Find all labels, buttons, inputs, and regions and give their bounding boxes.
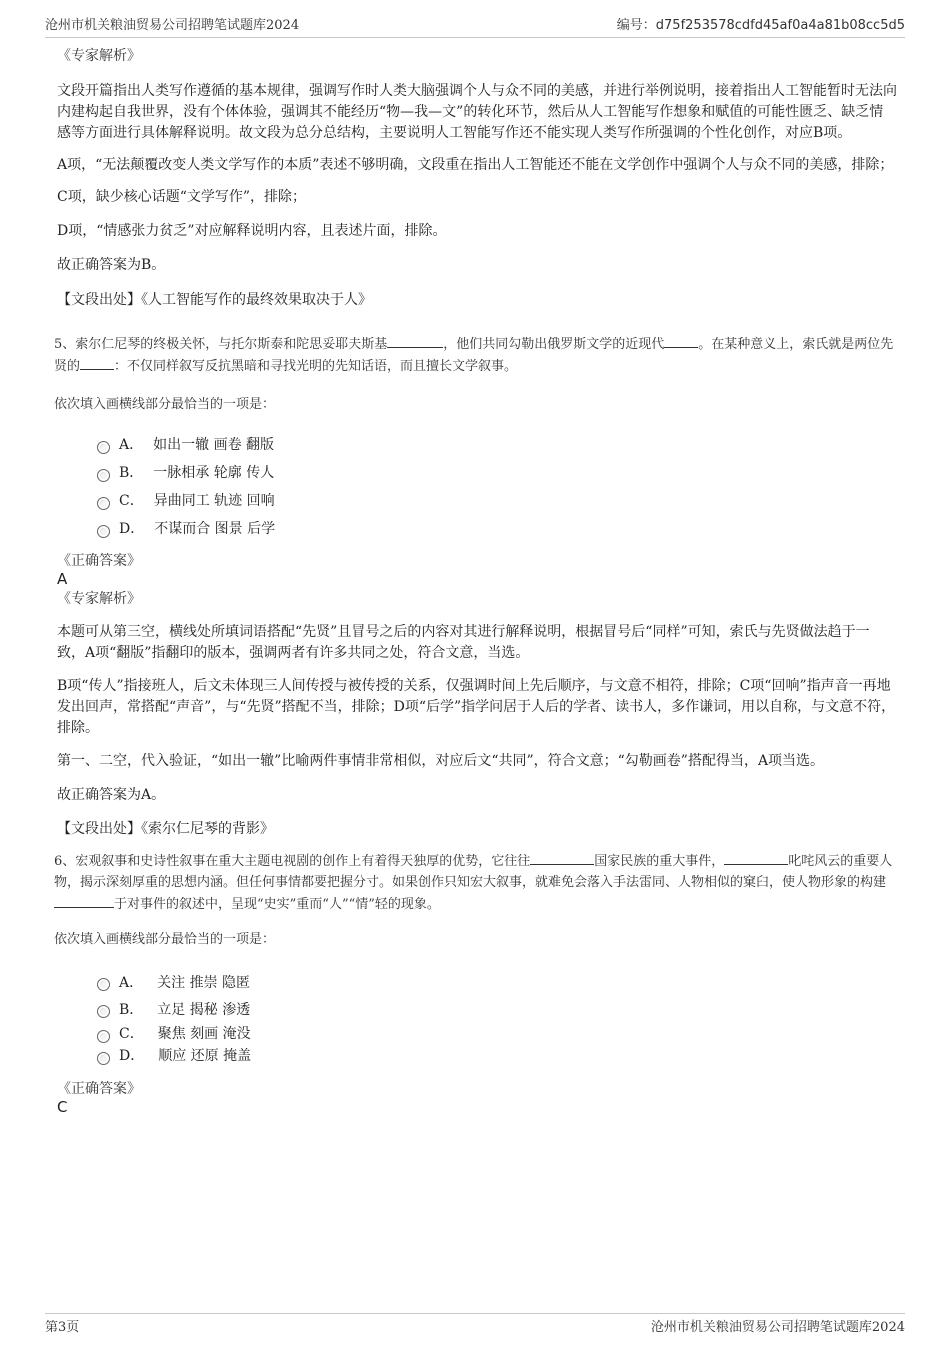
option-key: D． (119, 521, 145, 537)
option-a[interactable] (97, 430, 897, 458)
radio-icon[interactable] (97, 1030, 110, 1043)
fill-blank (54, 893, 114, 908)
option-text: 聚焦 刻画 淹没 (157, 1026, 251, 1042)
source-citation: 【文段出处】《人工智能写作的最终效果取决于人》 (57, 292, 372, 308)
option-b[interactable] (97, 458, 897, 486)
option-text: 不谋而合 图景 后学 (154, 521, 276, 537)
analysis-paragraph: 文段开篇指出人类写作遵循的基本规律，强调写作时人类大脑强调个人与众不同的美感，并进行举例说明，接着指出人工智能暂时无法向内建构起自我世界，没有个体体验，强调其不能经历“物—我—文”的转化环节，然后从人工智能写作想象和赋值的可能性匮乏、缺乏情感等方面进行具体解释说明。故文段为总分总结构，主要说明人工智能写作还不能实现人类写作所强调的个性化创作，对应B项。 (57, 83, 897, 141)
analysis-paragraph: 第一、二空，代入验证，“如出一辙”比喻两件事情非常相似，对应后文“共同”，符合文意；“勾勒画卷”搭配得当，A项当选。 (57, 753, 825, 769)
question-stem: 6、宏观叙事和史诗性叙事在重大主题电视剧的创作上有着得天独厚的优势，它往往 国家民族的重大事件， 叱咤风云的重要人物，揭示深刻厚重的思想内涵。但任何事情都要把握分寸。如果创作只知宏大叙事，就难免会落入手法雷同、人物相似的窠臼，使人物形象的构建于对事件的叙述中，呈现“史实”重而“人”“情”轻的现象。 (54, 850, 897, 915)
option-key: C． (119, 1026, 144, 1042)
option-c[interactable] (97, 486, 897, 514)
option-key: A． (119, 974, 144, 991)
options-list (97, 968, 897, 1066)
source-citation: 【文段出处】《索尔仁尼琴的背影》 (57, 821, 274, 837)
radio-icon[interactable] (97, 1005, 110, 1018)
radio-icon[interactable] (97, 441, 110, 454)
option-a[interactable] (97, 968, 897, 995)
correct-answer-label: 《正确答案》 (57, 1081, 141, 1097)
expert-analysis-label: 《专家解析》 (57, 48, 141, 64)
radio-icon[interactable] (97, 497, 110, 510)
question-6 (54, 850, 897, 1116)
page-number: 第3页 (45, 1320, 80, 1335)
analysis-paragraph: C项，缺少核心话题“文学写作”，排除； (57, 189, 307, 205)
document-id: 编号：d75f253578cdfd45af0a4a81b08cc5d5 (616, 18, 905, 33)
fill-blank (387, 333, 443, 348)
option-key: B． (119, 1001, 144, 1018)
conclusion: 故正确答案为B。 (57, 257, 166, 273)
correct-answer: A (57, 570, 68, 588)
footer-title: 沧州市机关粮油贸易公司招聘笔试题库2024 (650, 1320, 905, 1335)
radio-icon[interactable] (97, 469, 110, 482)
option-key: B． (119, 465, 144, 481)
question-stem: 5、索尔仁尼琴的终极关怀，与托尔斯泰和陀思妥耶夫斯基 ，他们共同勾勒出俄罗斯文学的近现代 。在某种意义上，索氏就是两位先贤的 ：不仅同样叙写反抗黑暗和寻找光明的先知话语，而且擅长文学叙事。 (54, 333, 897, 377)
fill-blank (530, 850, 594, 865)
header-title: 沧州市机关粮油贸易公司招聘笔试题库2024 (45, 18, 300, 33)
analysis-paragraph: D项，“情感张力贫乏”对应解释说明内容，且表述片面，排除。 (57, 223, 447, 239)
question-instruction: 依次填入画横线部分最恰当的一项是： (54, 397, 276, 412)
option-text: 异曲同工 轨迹 回响 (153, 493, 275, 509)
option-b[interactable] (97, 995, 897, 1022)
page-footer (45, 1313, 905, 1335)
option-text: 一脉相承 轮廓 传人 (153, 465, 275, 481)
prev-question-analysis (57, 46, 897, 311)
option-d[interactable] (97, 1044, 897, 1066)
option-text: 如出一辙 画卷 翻版 (153, 437, 275, 453)
radio-icon[interactable] (97, 525, 110, 538)
option-key: A． (119, 437, 144, 453)
conclusion: 故正确答案为A。 (57, 787, 166, 803)
option-key: C． (119, 493, 144, 509)
option-key: D． (119, 1048, 145, 1064)
options-list (97, 430, 897, 542)
correct-answer: C (57, 1098, 68, 1116)
option-text: 立足 揭秘 渗透 (157, 1001, 251, 1018)
question-instruction: 依次填入画横线部分最恰当的一项是： (54, 932, 276, 947)
analysis-paragraph: 本题可从第三空，横线处所填词语搭配“先贤”且冒号之后的内容对其进行解释说明，根据冒号后“同样”可知，索氏与先贤做法趋于一致，A项“翻版”指翻印的版本，强调两者有许多共同之处，符合文意，当选。 (57, 624, 870, 661)
correct-answer-label: 《正确答案》 (57, 553, 141, 569)
option-text: 关注 推崇 隐匿 (157, 974, 251, 991)
question-5 (54, 333, 897, 840)
fill-blank (80, 355, 114, 370)
option-text: 顺应 还原 掩盖 (158, 1048, 252, 1064)
radio-icon[interactable] (97, 978, 110, 991)
option-d[interactable] (97, 514, 897, 542)
option-c[interactable] (97, 1022, 897, 1044)
fill-blank (724, 850, 788, 865)
fill-blank (664, 333, 698, 348)
analysis-paragraph: A项，“无法颠覆改变人类文学写作的本质”表述不够明确，文段重在指出人工智能还不能在文学创作中强调个人与众不同的美感，排除； (57, 157, 894, 173)
page-content (54, 44, 897, 1116)
page-header (45, 14, 905, 38)
radio-icon[interactable] (97, 1052, 110, 1065)
analysis-paragraph: B项“传人”指接班人，后文未体现三人间传授与被传授的关系，仅强调时间上先后顺序，与文意不相符，排除；C项“回响”指声音一再地发出回声，常搭配“声音”，与“先贤”搭配不当，排除；D项“后学”指学问居于人后的学者、读书人，多作谦词，用以自称，与文意不符，排除。 (57, 678, 896, 736)
expert-analysis-label: 《专家解析》 (57, 591, 141, 607)
